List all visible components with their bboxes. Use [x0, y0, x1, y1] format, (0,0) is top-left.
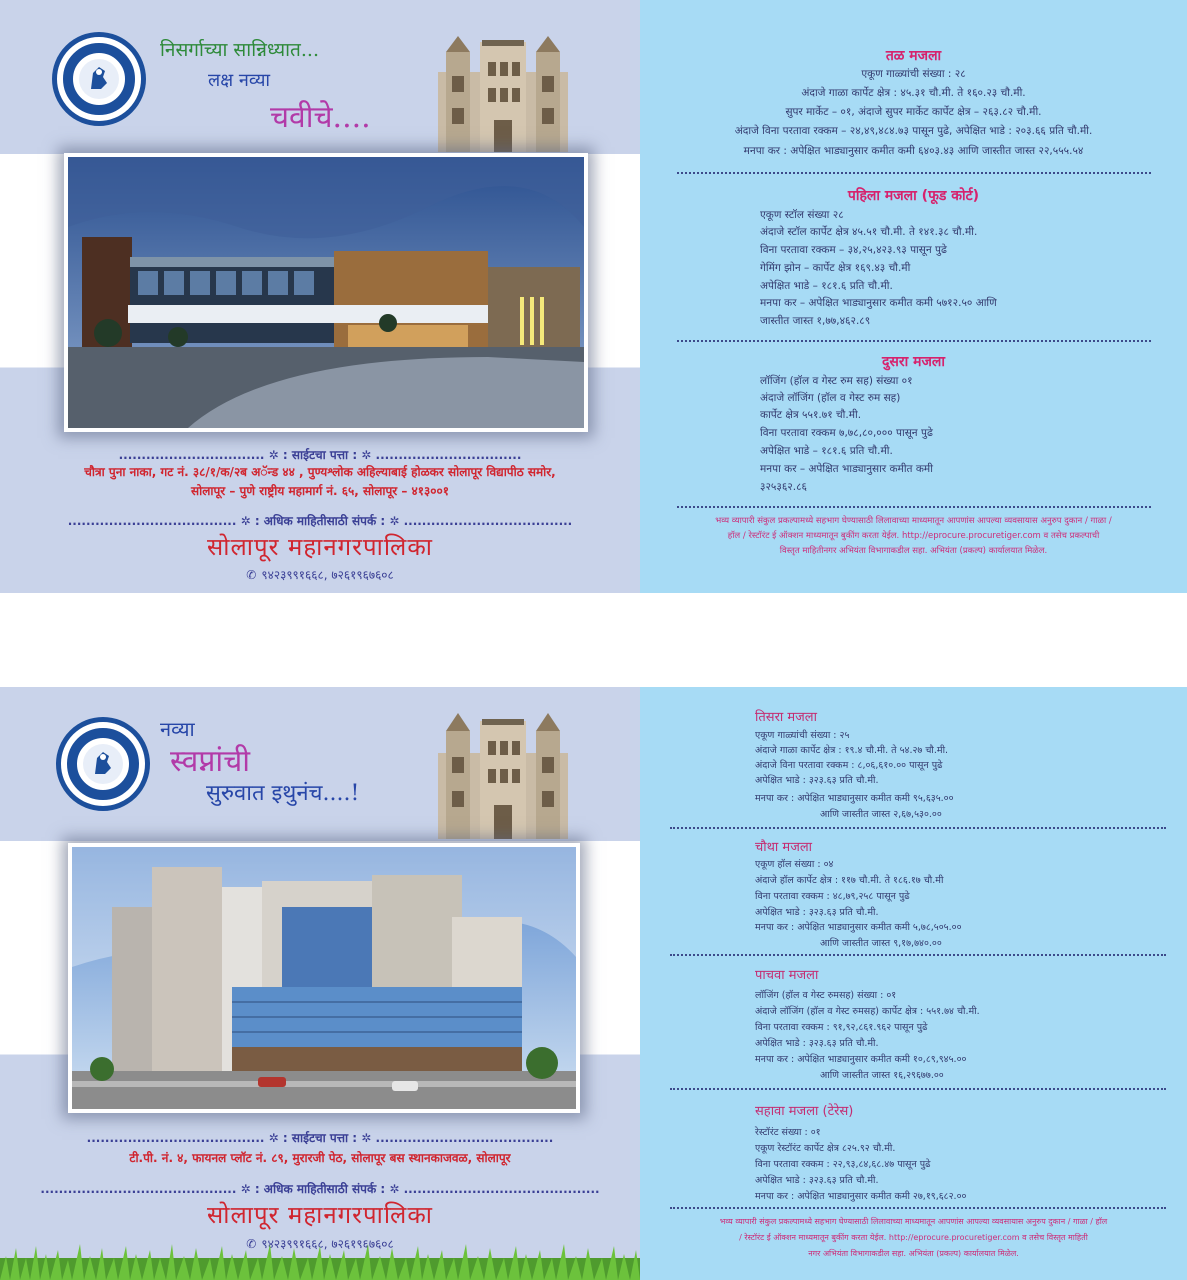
- floor-detail: अंदाजे लॉजिंग (हॉल व गेस्ट रुमसह) कार्पेट क्षेत्र : ५५१.७४ चौ.मी.: [755, 1006, 980, 1017]
- footnote-line-1: भव्य व्यापारी संकुल प्रकल्पामध्ये सहभाग घेण्यासाठी लिलावाच्या माध्यमातून आपणांस आपल्या व्यवसायास अनुरुप दुकान / गाळा /: [715, 516, 1112, 526]
- heritage-building-illustration: [428, 709, 578, 839]
- tagline-line-3: चवीचे....: [270, 100, 371, 135]
- floor-detail: एकूण रेस्टॉरंट कार्पेट क्षेत्र ८२५.९२ चौ.मी.: [755, 1143, 896, 1154]
- section-divider: [670, 1207, 1166, 1209]
- floor-detail: मनपा कर : अपेक्षित भाड्यानुसार कमीत कमी १०,८९,९४५.००: [755, 1054, 967, 1065]
- floor-detail: आणि जास्तीत जास्त १६,२९६७७.००: [820, 1070, 944, 1081]
- brochure-2-front-panel: [0, 687, 640, 1280]
- site-address-line-2: सोलापूर – पुणे राष्ट्रीय महामार्ग नं. ६५, सोलापूर – ४१३००१: [191, 484, 449, 498]
- floor-detail: गेमिंग झोन – कार्पेट क्षेत्र १६९.४३ चौ.मी: [760, 262, 911, 274]
- contact-heading: ..................................... ✲ : अधिक माहितीसाठी संपर्क : ✲ .....................................: [67, 514, 573, 528]
- tagline-line-2: लक्ष नव्या: [208, 70, 271, 91]
- floor-detail: विना परतावा रक्कम : ४८,७९,२५८ पासून पुढे: [755, 891, 910, 902]
- footnote-line-2: हॉल / रेस्टॉरंट ई ऑक्शन माध्यमातून बुकींग करता येईल. http://eprocure.procuretiger.com व तसेच प्रकल्पाची: [727, 531, 1100, 541]
- floor-detail: सुपर मार्केट – ०१, अंदाजे सुपर मार्केट कार्पेट क्षेत्र – २६३.८२ चौ.मी.: [785, 106, 1042, 118]
- floor-detail: मनपा कर : अपेक्षित भाड्यानुसार कमीत कमी २७,१९,६८२.००: [755, 1191, 967, 1202]
- grass-border-illustration: [0, 1238, 640, 1280]
- floor-detail: मनपा कर : अपेक्षित भाड्यानुसार कमीत कमी ६४०३.४३ आणि जास्तीत जास्त २२,५५५.५४: [743, 145, 1084, 157]
- section-divider: [670, 954, 1166, 956]
- floor-detail: रेस्टॉरंट संख्या : ०१: [755, 1127, 821, 1138]
- floor-title: पाचवा मजला: [755, 968, 819, 983]
- floor-detail: अपेक्षित भाडे : ३२३.६३ प्रति चौ.मी.: [755, 775, 879, 786]
- floor-detail: अपेक्षित भाडे : ३२३.६३ प्रति चौ.मी.: [755, 1038, 879, 1049]
- floor-title: तळ मजला: [885, 48, 942, 64]
- section-divider: [677, 506, 1151, 508]
- floor-detail: लॉजिंग (हॉल व गेस्ट रुमसह) संख्या : ०१: [755, 990, 897, 1001]
- heritage-building-illustration: [428, 32, 578, 152]
- floor-detail: मनपा कर – अपेक्षित भाड्यानुसार कमीत कमी ५७१२.५० आणि: [760, 297, 997, 309]
- floor-detail: विना परतावा रक्कम – ३४,२५,४२३.९३ पासून पुढे: [760, 244, 947, 256]
- site-address-line-1: चौत्रा पुना नाका, गट नं. ३८/१/क/२ब अॅन्ड ४४ , पुण्यश्लोक अहिल्याबाई होळकर सोलापूर विद्यापीठ समोर,: [84, 465, 556, 479]
- site-address-line-1: टी.पी. नं. ४, फायनल प्लॉट नं. ८९, मुरारजी पेठ, सोलापूर बस स्थानकाजवळ, सोलापूर: [129, 1151, 511, 1165]
- tagline-line-1: नव्या: [160, 717, 195, 741]
- floor-detail: अंदाजे विना परतावा रक्कम : ८,०६,६१०.०० पासून पुढे: [755, 760, 943, 771]
- site-address-heading: ................................ ✲ : साईटचा पत्ता : ✲ ................................: [118, 448, 522, 462]
- tagline-line-1: निसर्गाच्या सान्निध्यात...: [160, 39, 319, 61]
- floor-detail: मनपा कर : अपेक्षित भाड्यानुसार कमीत कमी ९५,६३५.००: [755, 793, 954, 804]
- floor-detail: एकूण हॉल संख्या : ०४: [755, 859, 834, 870]
- floor-detail: अपेक्षित भाडे : ३२३.६३ प्रति चौ.मी.: [755, 907, 879, 918]
- section-divider: [670, 1088, 1166, 1090]
- contact-heading: ........................................... ✲ : अधिक माहितीसाठी संपर्क : ✲ ...........................................: [40, 1182, 600, 1196]
- floor-detail: अंदाजे गाळा कार्पेट क्षेत्र : १९.४ चौ.मी. ते ५४.२७ चौ.मी.: [755, 745, 949, 756]
- phone-icon: ✆: [246, 1237, 257, 1251]
- municipal-seal-icon: [52, 32, 146, 126]
- floor-detail: जास्तीत जास्त १,७७,४६२.८९: [760, 315, 871, 327]
- floor-title: पहिला मजला (फूड कोर्ट): [847, 188, 980, 204]
- project-render-photo: [68, 843, 580, 1113]
- footnote-line-2: / रेस्टॉरंट ई ऑक्शन माध्यमातून बुकींग करता येईल. http://eprocure.procuretiger.com व तसेच विस्तृत माहिती: [739, 1233, 1088, 1242]
- section-divider: [677, 172, 1151, 174]
- phone-icon: ✆: [246, 568, 257, 582]
- floor-detail: एकूण स्टॉल संख्या २८: [760, 209, 844, 221]
- site-address-heading: ....................................... ✲ : साईटचा पत्ता : ✲ .......................................: [86, 1131, 554, 1145]
- floor-detail: अंदाजे स्टॉल कार्पेट क्षेत्र ४५.५१ चौ.मी. ते १४१.३८ चौ.मी.: [760, 226, 978, 238]
- floor-detail: विना परतावा रक्कम ७,७८,८०,००० पासून पुढे: [760, 427, 933, 439]
- tagline-line-2: स्वप्नांची: [170, 744, 251, 779]
- floor-detail: एकूण गाळ्यांची संख्या : २८: [861, 68, 966, 80]
- floor-detail: अपेक्षित भाडे – १८१.६ प्रति चौ.मी.: [760, 280, 893, 292]
- phone-numbers: ९४२३९९१६६८, ७२६१९६७६०८: [261, 568, 394, 582]
- floor-detail: अंदाजे गाळा कार्पेट क्षेत्र : ४५.३१ चौ.मी. ते १६०.२३ चौ.मी.: [801, 87, 1026, 99]
- footnote-line-1: भव्य व्यापारी संकुल प्रकल्पामध्ये सहभाग घेण्यासाठी लिलावाच्या माध्यमातून आपणांस आपल्या व्यवसायास अनुरुप दुकान / गाळा / हॉल: [719, 1217, 1108, 1226]
- corporation-name: सोलापूर महानगरपालिका: [207, 1201, 433, 1229]
- brochure-1-details-panel: [640, 0, 1187, 593]
- floor-detail: लॉजिंग (हॉल व गेस्ट रुम सह) संख्या ०१: [760, 375, 913, 387]
- floor-detail: अपेक्षित भाडे : ३२३.६३ प्रति चौ.मी.: [755, 1175, 879, 1186]
- brochure-1-front-panel: [0, 0, 640, 593]
- floor-title: तिसरा मजला: [755, 710, 817, 725]
- corporation-name: सोलापूर महानगरपालिका: [207, 533, 433, 561]
- footnote-line-3: नगर अभियंता विभागाकडील सहा. अभियंता (प्रकल्प) कार्यालयात मिळेल.: [808, 1249, 1019, 1258]
- municipal-seal-icon: [56, 717, 150, 811]
- floor-detail: अंदाजे विना परतावा रक्कम – २४,४९,४८४.७३ पासून पुढे, अपेक्षित भाडे : २०३.६६ प्रति चौ.मी.: [734, 125, 1093, 137]
- floor-detail: विना परतावा रक्कम : ९१,९२,८६१.९६२ पासून पुढे: [755, 1022, 928, 1033]
- floor-detail: आणि जास्तीत जास्त २,६७,५३०.००: [820, 809, 942, 820]
- floor-detail: मनपा कर – अपेक्षित भाड्यानुसार कमीत कमी: [760, 463, 933, 475]
- section-divider: [677, 340, 1151, 342]
- brochure-2-details-panel: [640, 687, 1187, 1280]
- floor-title: दुसरा मजला: [881, 354, 945, 370]
- footnote-line-3: विस्तृत माहितीनगर अभियंता विभागाकडील सहा. अभियंता (प्रकल्प) कार्यालयात मिळेल.: [779, 546, 1048, 556]
- floor-detail: अंदाजे लॉजिंग (हॉल व गेस्ट रुम सह): [760, 392, 901, 404]
- section-divider: [670, 827, 1166, 829]
- floor-title: चौथा मजला: [755, 840, 813, 855]
- floor-detail: अपेक्षित भाडे – १८१.६ प्रति चौ.मी.: [760, 445, 893, 457]
- phone-row: [0, 564, 640, 583]
- floor-detail: एकूण गाळ्यांची संख्या : २५: [755, 730, 850, 741]
- floor-detail: कार्पेट क्षेत्र ५५१.७१ चौ.मी.: [760, 409, 862, 421]
- floor-detail: मनपा कर : अपेक्षित भाड्यानुसार कमीत कमी ५,७८,५०५.००: [755, 922, 962, 933]
- floor-detail: अंदाजे हॉल कार्पेट क्षेत्र : ११७ चौ.मी. ते १८६.१७ चौ.मी: [755, 875, 944, 886]
- floor-detail: आणि जास्तीत जास्त ९,१७,७४०.००: [820, 938, 942, 949]
- floor-detail: विना परतावा रक्कम : २२,९३,८४,६८.४७ पासून पुढे: [755, 1159, 931, 1170]
- floor-title: सहावा मजला (टेरेस): [755, 1104, 854, 1119]
- tagline-line-3: सुरुवात इथुनंच....!: [206, 781, 360, 806]
- project-render-photo: [64, 153, 588, 432]
- floor-detail: ३२५३६२.८६: [760, 481, 808, 493]
- phone-numbers: ९४२३९९१६६८, ७२६१९६७६०८: [261, 1237, 394, 1251]
